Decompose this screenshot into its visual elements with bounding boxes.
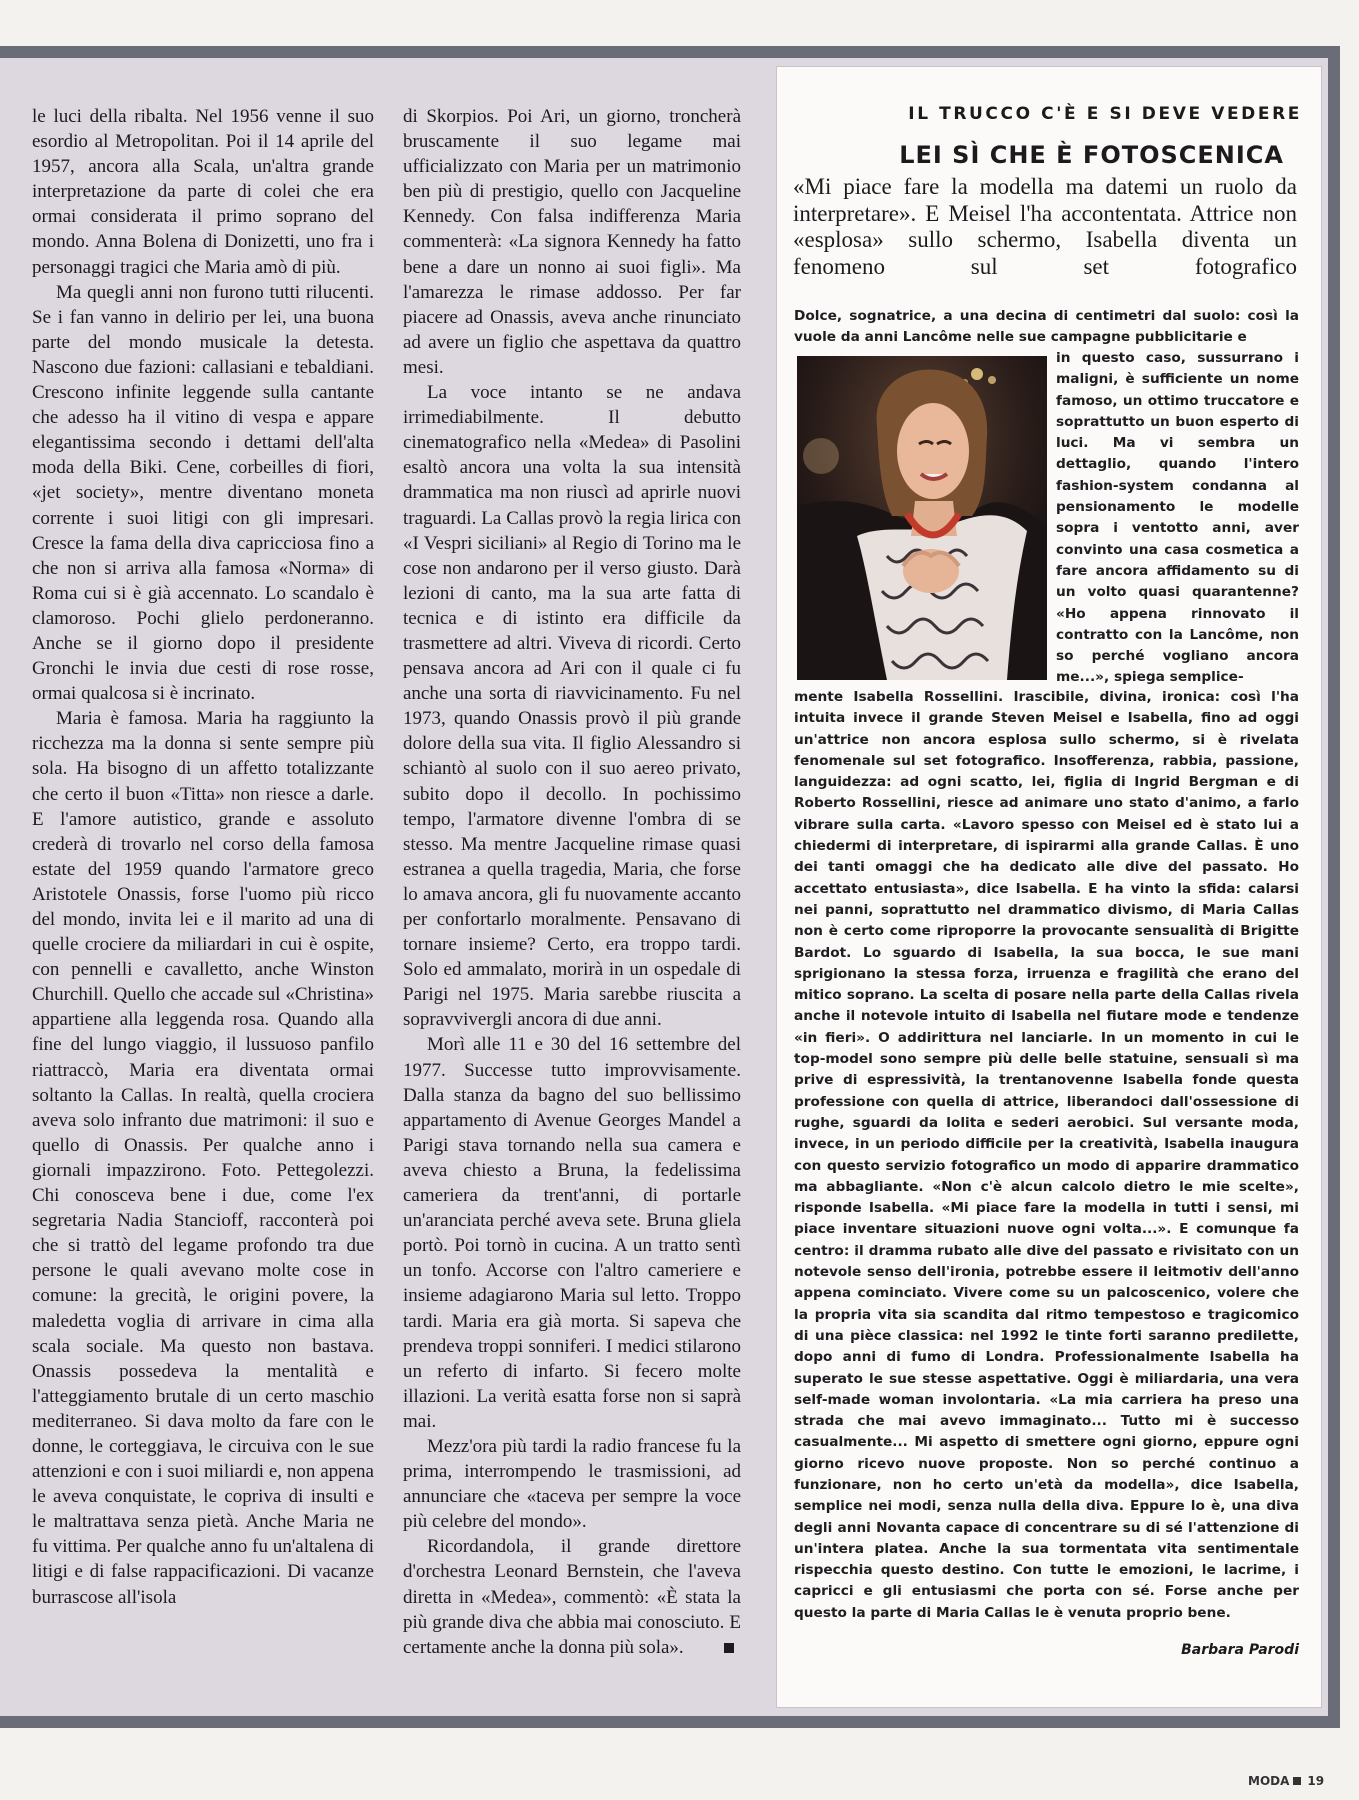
- isabella-rossellini-photo: [797, 356, 1047, 680]
- end-mark-icon: [724, 1643, 734, 1653]
- article-paragraph: La voce intanto se ne andava irrimediabilmente. Il debutto cinematografico nella «Medea» di Pasolini esaltò ancora una volta la sua intensità drammatica ma non riuscì ad aprirle nuovi traguardi. La Callas provò la regia lirica con «I Vespri siciliani» al Regio di Torino ma le cose non andarono per il verso giusto. Darà lezioni di canto, ma la sua arte fatta di tecnica e di istinto era difficile da trasmettere ad altri. Viveva di ricordi. Certo pensava ancora ad Ari con il quale ci fu anche una sorta di riavvicinamento. Fu nel 1973, quando Onassis provò il più grande dolore della sua vita. Il figlio Alessandro si schiantò al suolo con il suo aereo privato, subito dopo il decollo. In pochissimo tempo, l'armatore divenne l'ombra di se stesso. Ma mentre Jacqueline rimase quasi estranea a quella tragedia, Maria, che forse lo amava ancora, gli fu nuovamente accanto per confortarlo moralmente. Pensavano di tornare insieme? Certo, era troppo tardi. Solo ed ammalato, morirà in un ospedale di Parigi nel 1975. Maria sarebbe riuscita a sopravvivergli ancora di due anni.: [403, 382, 741, 1031]
- sidebar-deck: «Mi piace fare la modella ma datemi un ruolo da interpretare». E Meisel l'ha accontentata. Attrice non «esplosa» sullo schermo, Isabella diventa un fenomeno sul set fotografico: [793, 174, 1297, 279]
- sidebar-intro: Dolce, sognatrice, a una decina di centimetri dal suolo: così la vuole da anni Lancôme nelle sue campagne pubblicitarie e: [794, 308, 1299, 346]
- article-paragraph: Mezz'ora più tardi la radio francese fu la prima, interrompendo le trasmissioni, ad annunciare che «taceva per sempre la voce più celebre del mondo».: [403, 1435, 741, 1533]
- sidebar-wrap-text: in questo caso, sussurrano i maligni, è sufficiente un nome famoso, un ottimo truccatore e soprattutto un buon esperto di luci. Ma vi sembra un dettaglio, quando l'intero fashion-system condanna al pensionamento le modelle sopra i ventotto anni, aver convinto una casa cosmetica a fare ancora affidamento su di un volto quasi quarantenne? «Ho appena rinnovato il contratto con la Lancôme, non so perché vogliano ancora me...», spiega semplice-: [1056, 350, 1299, 686]
- sidebar-body: mente Isabella Rossellini. Irascibile, divina, ironica: così l'ha intuita invece il grande Steven Meisel e Isabella, fino ad oggi un'attrice non ancora esplosa sullo schermo, si è rivelata fenomenale sul set fotografico. Insofferenza, rabbia, passione, languidezza: ad ogni scatto, lei, figlia di Ingrid Bergman e di Roberto Rossellini, riesce ad animare uno stato d'animo, a farlo vibrare sulla carta. «Lavoro spesso con Meisel ed è stato lui a chiedermi di interpretare, di ispirarmi alla grande Callas. È uno dei tanti omaggi che ha dedicato alle dive del passato. Ho accettato entusiasta», dice Isabella. E ha vinto la sfida: calarsi nei panni, soprattutto nel drammatico divismo, di Maria Callas non è certo come riproporre la provocante sensualità di Brigitte Bardot. Lo sguardo di Isabella, la sua bocca, le sue mani sprigionano la stessa forza, irruenza e fragilità che erano del mitico soprano. La scelta di posare nella parte della Callas rivela anche il notevole intuito di Isabella nel fiutare mode e tendenze «in fieri». O addirittura nel lanciarle. In un momento in cui le top-model sono sempre più delle belle statuine, sensuali sì ma prive di espressività, la trentanovenne Isabella fonde questa professione con quella di attrice, liberandoci dall'ossessione di rughe, sguardi da lolita e sederi aerobici. Sul versante moda, invece, in un periodo difficile per la creatività, Isabella inaugura con questo servizio fotografico un modo di apparire drammatico ma abbagliante. «Non c'è alcun calcolo dietro le mie scelte», risponde Isabella. «Mi piace fare la modella in tutti i sensi, mi piace inventare situazioni nuove ogni volta...». E comunque fa centro: il dramma rubato alle dive del passato e rivisitato con un notevole senso dell'ironia, potrebbe essere il leitmotiv dell'anno appena cominciato. Vivere come su un palcoscenico, volere che la propria vita sia scandita dal ritmo tempestoso e tragicomico di una pièce classica: nel 1992 le tinte forti saranno predilette, dopo anni di fumo di Londra. Professionalmente Isabella ha superato le sue stesse aspettative. Oggi è miliardaria, una vera self-made woman involontaria. «La mia carriera ha preso una strada che mai avevo immaginato... Tutto mi è successo casualmente... Mi aspetto di smettere ogni giorno, eppure ogni giorno ricevo nuove proposte. Non so perché continuo a funzionare, non ho certo un'età da modella», dice Isabella, semplice nei modi, senza nulla della diva. Eppure lo è, una diva degli anni Novanta capace di concentrare su di sé l'attenzione di un'intera platea. Anche la sua tormentata vita sentimentale rispecchia questo destino. Con tutte le emozioni, le lacrime, i capricci e gli entusiasmi che porta con sé. Forse anche per questo la parte di Maria Callas le è venuta proprio bene.: [794, 689, 1299, 1621]
- sidebar-headline: LEI SÌ CHE È FOTOSCENICA: [899, 141, 1284, 169]
- frame-top-bar: [0, 46, 1340, 58]
- article-paragraph: le luci della ribalta. Nel 1956 venne il suo esordio al Metropolitan. Poi il 14 aprile del 1957, ancora alla Scala, un'altra grande interpretazione da parte di colei che era ormai considerata il primo soprano del mondo. Anna Bolena di Donizetti, uno fra i personaggi tragici che Maria amò di più.: [32, 106, 374, 278]
- article-paragraph-text: Ricordandola, il grande direttore d'orchestra Leonard Bernstein, che l'aveva diretta in «Medea», commentò: «È stata la più grande diva che abbia mai conosciuto. E certamente anche la donna più sola».: [403, 1536, 741, 1658]
- article-column-2: [403, 104, 741, 1660]
- article-paragraph-last: [403, 1534, 741, 1659]
- sidebar-byline: Barbara Parodi: [1181, 1642, 1299, 1658]
- portrait-illustration: [797, 356, 1047, 680]
- article-paragraph: Maria è famosa. Maria ha raggiunto la ricchezza ma la donna si sente sempre più sola. Ha bisogno di un affetto totalizzante che certo il buon «Titta» non riesce a darle. E l'amore autistico, grande e assoluto crederà di trovarlo nel corso della famosa estate del 1959 quando l'armatore greco Aristotele Onassis, forse l'uomo più ricco del mondo, invita lei e il marito ad una di quelle crociere da miliardari in cui è ospite, con pennelli e cavalletto, anche Winston Churchill. Quello che accade sul «Christina» appartiene alla leggenda rosa. Quando alla fine del lungo viaggio, il lussuoso panfilo riattraccò, Maria era diventata ormai soltanto la Callas. In realtà, quella crociera aveva solo infranto due matrimoni: il suo e quello di Onassis. Per qualche anno i giornali impazzirono. Foto. Pettegolezzi. Chi conosceva bene i due, come l'ex segretaria Nadia Stancioff, racconterà poi che si trattò del legame profondo tra due persone le quali avevano molte cose in comune: la grecità, le origini povere, la maledetta voglia di arrivare in cima alla scala sociale. Ma questo non bastava. Onassis possedeva la mentalità e l'atteggiamento brutale di un certo maschio mediterraneo. Si dava molto da fare con le donne, le corteggiava, le circuiva con le sue attenzioni e con i suoi miliardi e, non appena le aveva conquistate, le copriva di insulti e le maltrattava senza pietà. Anche Maria ne fu vittima. Per qualche anno fu un'altalena di litigi e di false rappacificazioni. Di vacanze burrascose all'isola: [32, 708, 374, 1608]
- article-paragraph: di Skorpios. Poi Ari, un giorno, troncherà bruscamente il suo legame mai ufficializzato con Maria per un matrimonio ben più di prestigio, quello con Jacqueline Kennedy. Con falsa indifferenza Maria commenterà: «La signora Kennedy ha fatto bene a dare un nonno ai suoi figli». Ma l'amarezza le rimase addosso. Per far piacere ad Onassis, aveva anche rinunciato ad avere un figlio che aspettava da quattro mesi.: [403, 106, 741, 378]
- magazine-name: MODA: [1248, 1774, 1290, 1788]
- article-column-1: [32, 104, 374, 1610]
- article-paragraph: Ma quegli anni non furono tutti rilucenti. Se i fan vanno in delirio per lei, una buona parte del mondo musicale la detesta. Nascono due fazioni: callasiani e tebaldiani. Crescono infinite leggende sulla cantante che adesso ha il vitino di vespa e appare elegantissima secondo i dettami dell'alta moda della Biki. Cene, corbeilles di fiori, «jet society», mentre diventano moneta corrente i suoi litigi con gli impresari. Cresce la fama della diva capricciosa fino a che non si arriva alla famosa «Norma» di Roma cui si è già accennato. Lo scandalo è clamoroso. Pochi glielo perdoneranno. Anche se il giorno dopo il presidente Gronchi le invia due cesti di rose rosse, ormai qualcosa si è incrinato.: [32, 281, 374, 705]
- page-number: 19: [1307, 1774, 1325, 1788]
- page-folio: [1248, 1774, 1324, 1788]
- frame-bottom-bar: [0, 1716, 1340, 1728]
- folio-square-icon: [1293, 1777, 1301, 1785]
- sidebar-kicker: IL TRUCCO C'È E SI DEVE VEDERE: [908, 104, 1302, 124]
- article-paragraph: Morì alle 11 e 30 del 16 settembre del 1977. Successe tutto improvvisamente. Dalla stanza da bagno del suo bellissimo appartamento di Avenue Georges Mandel a Parigi stava tornando nella sua camera e aveva chiesto a Bruna, la fedelissima cameriera da trent'anni, di portarle un'aranciata perché aveva sete. Bruna gliela portò. Poi tornò in cucina. A un tratto sentì un tonfo. Accorse con l'altro cameriere e insieme adagiarono Maria sul letto. Troppo tardi. Maria era già morta. Si sapeva che prendeva troppi sonniferi. I medici stilarono un referto di infarto. Si fecero molte illazioni. La verità esatta forse non si saprà mai.: [403, 1034, 741, 1432]
- frame-right-bar: [1328, 46, 1340, 1728]
